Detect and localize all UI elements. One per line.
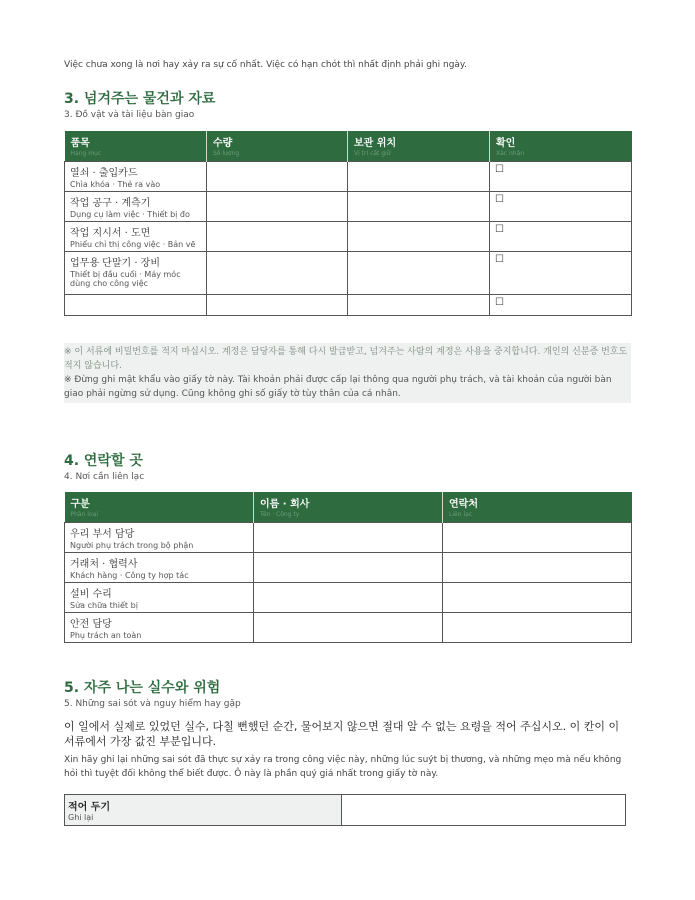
confirm-checkbox[interactable]: ☐ bbox=[490, 222, 632, 252]
name-company-cell[interactable] bbox=[254, 583, 443, 613]
item-cell: 작업 공구 · 계측기 Dụng cụ làm việc · Thiết bị đo bbox=[65, 192, 207, 222]
contact-cell[interactable] bbox=[443, 613, 632, 643]
location-cell[interactable] bbox=[348, 162, 490, 192]
quantity-cell[interactable] bbox=[207, 162, 348, 192]
intro-note: Việc chưa xong là nơi hay xảy ra sự cố nhất. Việc có hạn chót thì nhất định phải ghi ngày. bbox=[64, 60, 467, 70]
name-company-cell[interactable] bbox=[254, 613, 443, 643]
header-confirm: 확인 Xác nhận bbox=[490, 131, 632, 162]
header-quantity: 수량 Số lượng bbox=[207, 131, 348, 162]
category-cell: 우리 부서 담당 Người phụ trách trong bộ phận bbox=[65, 523, 254, 553]
quantity-cell[interactable] bbox=[207, 192, 348, 222]
location-cell[interactable] bbox=[348, 252, 490, 295]
table-row bbox=[65, 252, 632, 295]
category-cell: 안전 담당 Phụ trách an toàn bbox=[65, 613, 254, 643]
quantity-cell[interactable] bbox=[207, 222, 348, 252]
item-cell: 열쇠 · 출입카드 Chìa khóa · Thẻ ra vào bbox=[65, 162, 207, 192]
confirm-checkbox[interactable]: ☐ bbox=[490, 252, 632, 295]
confirm-checkbox[interactable]: ☐ bbox=[490, 192, 632, 222]
item-cell: 작업 지시서 · 도면 Phiếu chỉ thị công việc · Bản vẽ bbox=[65, 222, 207, 252]
contact-cell[interactable] bbox=[443, 553, 632, 583]
category-cell: 거래처 · 협력사 Khách hàng · Công ty hợp tác bbox=[65, 553, 254, 583]
memo-input[interactable] bbox=[342, 795, 625, 825]
table-header-row bbox=[65, 131, 632, 162]
table-row bbox=[65, 523, 632, 553]
table-row bbox=[65, 192, 632, 222]
section5-title: 5. 자주 나는 실수와 위험 bbox=[64, 680, 221, 696]
security-note-ko: ※ 이 서류에 비밀번호를 적지 마십시오. 계정은 담당자를 통해 다시 발급받고, 넘겨주는 사람의 계정은 사용을 중지합니다. 개인의 신분증 번호도 적지 않습니다. bbox=[64, 347, 628, 371]
section4-title: 4. 연락할 곳 bbox=[64, 453, 143, 469]
item-cell: 업무용 단말기 · 장비 Thiết bị đầu cuối · Máy móc dùng cho công việc bbox=[65, 252, 207, 295]
section3-title: 3. 넘겨주는 물건과 자료 bbox=[64, 91, 216, 107]
confirm-checkbox[interactable]: ☐ bbox=[490, 295, 632, 316]
location-cell[interactable] bbox=[348, 192, 490, 222]
name-company-cell[interactable] bbox=[254, 553, 443, 583]
confirm-checkbox[interactable]: ☐ bbox=[490, 162, 632, 192]
location-cell[interactable] bbox=[348, 295, 490, 316]
handover-items-table bbox=[64, 131, 632, 316]
quantity-cell[interactable] bbox=[207, 252, 348, 295]
header-location: 보관 위치 Vị trí cất giữ bbox=[348, 131, 490, 162]
location-cell[interactable] bbox=[348, 222, 490, 252]
header-contact: 연락처 Liên lạc bbox=[443, 492, 632, 523]
section4-subtitle: 4. Nơi cần liên lạc bbox=[64, 472, 145, 482]
table-row bbox=[65, 162, 632, 192]
section5-lead-vi: Xin hãy ghi lại những sai sót đã thực sự xảy ra trong công việc này, những lúc suýt bị thương, và những mẹo mà nếu không hỏi thì tuyệt đối không thể biết được. Ô này là phần quý giá nhất trong giấy tờ này. bbox=[64, 755, 622, 779]
security-note-vi: ※ Đừng ghi mật khẩu vào giấy tờ này. Tài khoản phải được cấp lại thông qua người phụ trách, và tài khoản của người bàn giao phải ngừng sử dụng. Cũng không ghi số giấy tờ tùy thân của cá nhân. bbox=[64, 375, 612, 399]
item-cell[interactable] bbox=[65, 295, 207, 316]
category-cell: 설비 수리 Sửa chữa thiết bị bbox=[65, 583, 254, 613]
header-category: 구분 Phân loại bbox=[65, 492, 254, 523]
section5-subtitle: 5. Những sai sót và nguy hiểm hay gặp bbox=[64, 699, 241, 709]
header-name-company: 이름 · 회사 Tên · Công ty bbox=[254, 492, 443, 523]
table-row bbox=[65, 583, 632, 613]
table-header-row bbox=[65, 492, 632, 523]
contact-cell[interactable] bbox=[443, 523, 632, 553]
header-item: 품목 Hạng mục bbox=[65, 131, 207, 162]
security-note bbox=[64, 343, 631, 403]
memo-label bbox=[65, 795, 342, 825]
table-row bbox=[65, 222, 632, 252]
table-row bbox=[65, 613, 632, 643]
memo-label-ko: 적어 두기 bbox=[68, 802, 111, 813]
section3-subtitle: 3. Đồ vật và tài liệu bàn giao bbox=[64, 110, 195, 120]
section5-lead-ko: 이 일에서 실제로 있었던 실수, 다칠 뻔했던 순간, 물어보지 않으면 절대 알 수 없는 요령을 적어 주십시오. 이 칸이 이 서류에서 가장 값진 부분입니다. bbox=[64, 720, 620, 748]
table-row bbox=[65, 553, 632, 583]
name-company-cell[interactable] bbox=[254, 523, 443, 553]
table-row bbox=[65, 295, 632, 316]
memo-label-vi: Ghi lại bbox=[68, 813, 94, 822]
memo-box bbox=[64, 794, 626, 826]
contact-cell[interactable] bbox=[443, 583, 632, 613]
quantity-cell[interactable] bbox=[207, 295, 348, 316]
contacts-table bbox=[64, 492, 632, 643]
